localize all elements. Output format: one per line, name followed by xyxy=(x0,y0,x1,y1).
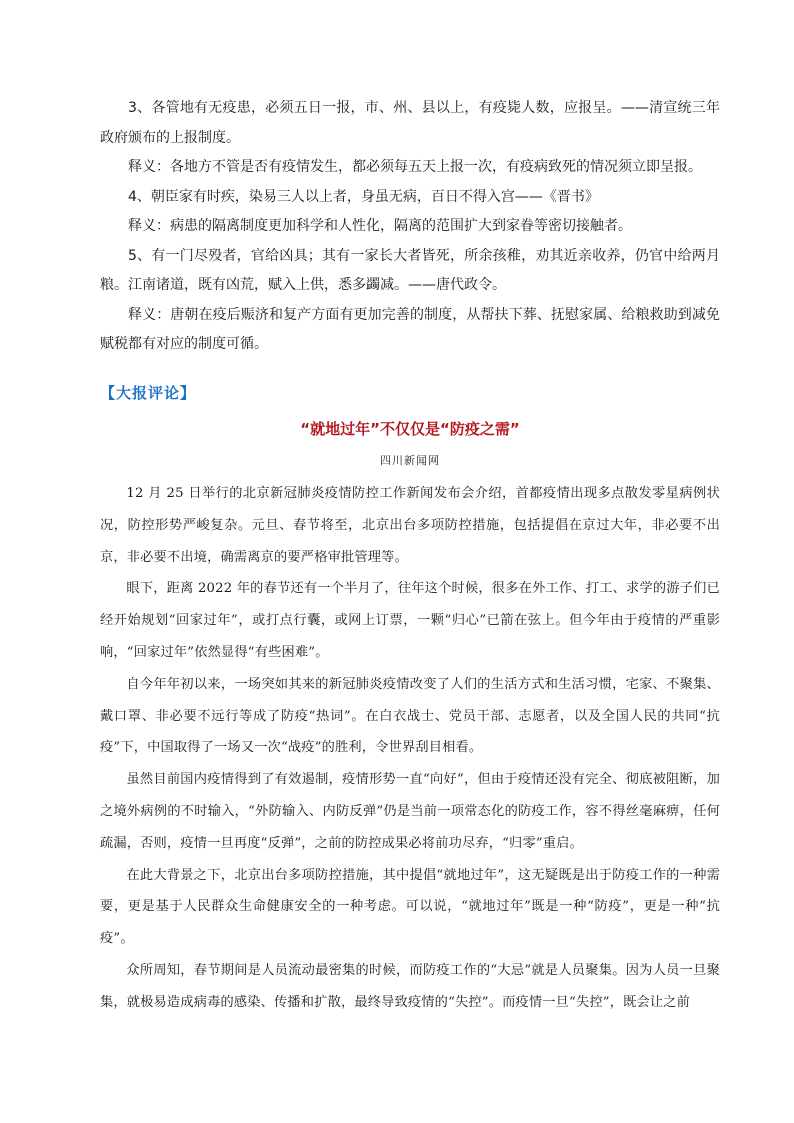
article-paragraph: 在此大背景之下，北京出台多项防控措施，其中提倡“就地过年”，这无疑既是出于防疫工作的一种需要，更是基于人民群众生命健康安全的一种考虑。可以说，“就地过年”既是一种“防疫”，更是一种“抗疫”。 xyxy=(100,867,720,947)
article-paragraph: 12 月 25 日举行的北京新冠肺炎疫情防控工作新闻发布会介绍，首都疫情出现多点散发零星病例状况，防控形势严峻复杂。元旦、春节将至，北京出台多项防控措施，包括提倡在京过大年，非必要不出京，非必要不出境，确需离京的要严格审批管理等。 xyxy=(100,486,720,565)
historical-rules-block xyxy=(100,94,720,360)
rule-item: 4、朝臣家有时疾，染易三人以上者，身虽无病，百日不得入宫——《晋书》 xyxy=(128,188,599,205)
rule-explanation: 释义：唐朝在疫后赈济和复产方面有更加完善的制度，从帮扶下葬、抚慰家属、给粮救助到减免赋税都有对应的制度可循。 xyxy=(100,306,720,352)
article-paragraph: 眼下，距离 2022 年的春节还有一个半月了，往年这个时候，很多在外工作、打工、求学的游子们已经开始规划“回家过年”，或打点行囊，或网上订票，一颗“归心”已箭在弦上。但今年由于疫情的严重影响，“回家过年”依然显得“有些困难”。 xyxy=(100,581,720,660)
rule-item: 3、各管地有无疫患，必须五日一报，市、州、县以上，有疫毙人数，应报呈。——清宣统三年政府颁布的上报制度。 xyxy=(100,100,720,146)
rule-item: 5、有一门尽殁者，官给凶具；其有一家长大者皆死，所余孩稚，劝其近亲收养，仍官中给两月粮。江南诸道，既有凶荒，赋入上供，悉多蠲减。——唐代政令。 xyxy=(100,247,720,293)
article-paragraph: 虽然目前国内疫情得到了有效遏制，疫情形势一直“向好”，但由于疫情还没有完全、彻底被阻断，加之境外病例的不时输入，“外防输入、内防反弹”仍是当前一项常态化的防疫工作，容不得丝毫麻痹，任何疏漏，否则，疫情一旦再度“反弹”，之前的防控成果必将前功尽弃，“归零”重启。 xyxy=(100,772,720,851)
article-body xyxy=(100,478,720,1019)
article-title: “就地过年”不仅仅是“防疫之需” xyxy=(300,420,520,438)
section-heading: 【大报评论】 xyxy=(100,384,197,402)
rule-explanation: 释义：各地方不管是否有疫情发生，都必须每五天上报一次，有疫病致死的情况须立即呈报。 xyxy=(128,159,702,175)
article-paragraph: 自今年年初以来，一场突如其来的新冠肺炎疫情改变了人们的生活方式和生活习惯，宅家、不聚集、戴口罩、非必要不远行等成了防疫“热词”。在白衣战士、党员干部、志愿者，以及全国人民的共同“抗疫”下，中国取得了一场又一次“战疫”的胜利，令世界刮目相看。 xyxy=(100,676,720,756)
article-paragraph: 众所周知，春节期间是人员流动最密集的时候，而防疫工作的“大忌”就是人员聚集。因为人员一旦聚集，就极易造成病毒的感染、传播和扩散，最终导致疫情的“失控”。而疫情一旦“失控”，既会让之前 xyxy=(100,962,720,1010)
rule-explanation: 释义：病患的隔离制度更加科学和人性化，隔离的范围扩大到家眷等密切接触者。 xyxy=(128,218,632,234)
article-source: 四川新闻网 xyxy=(380,454,440,467)
